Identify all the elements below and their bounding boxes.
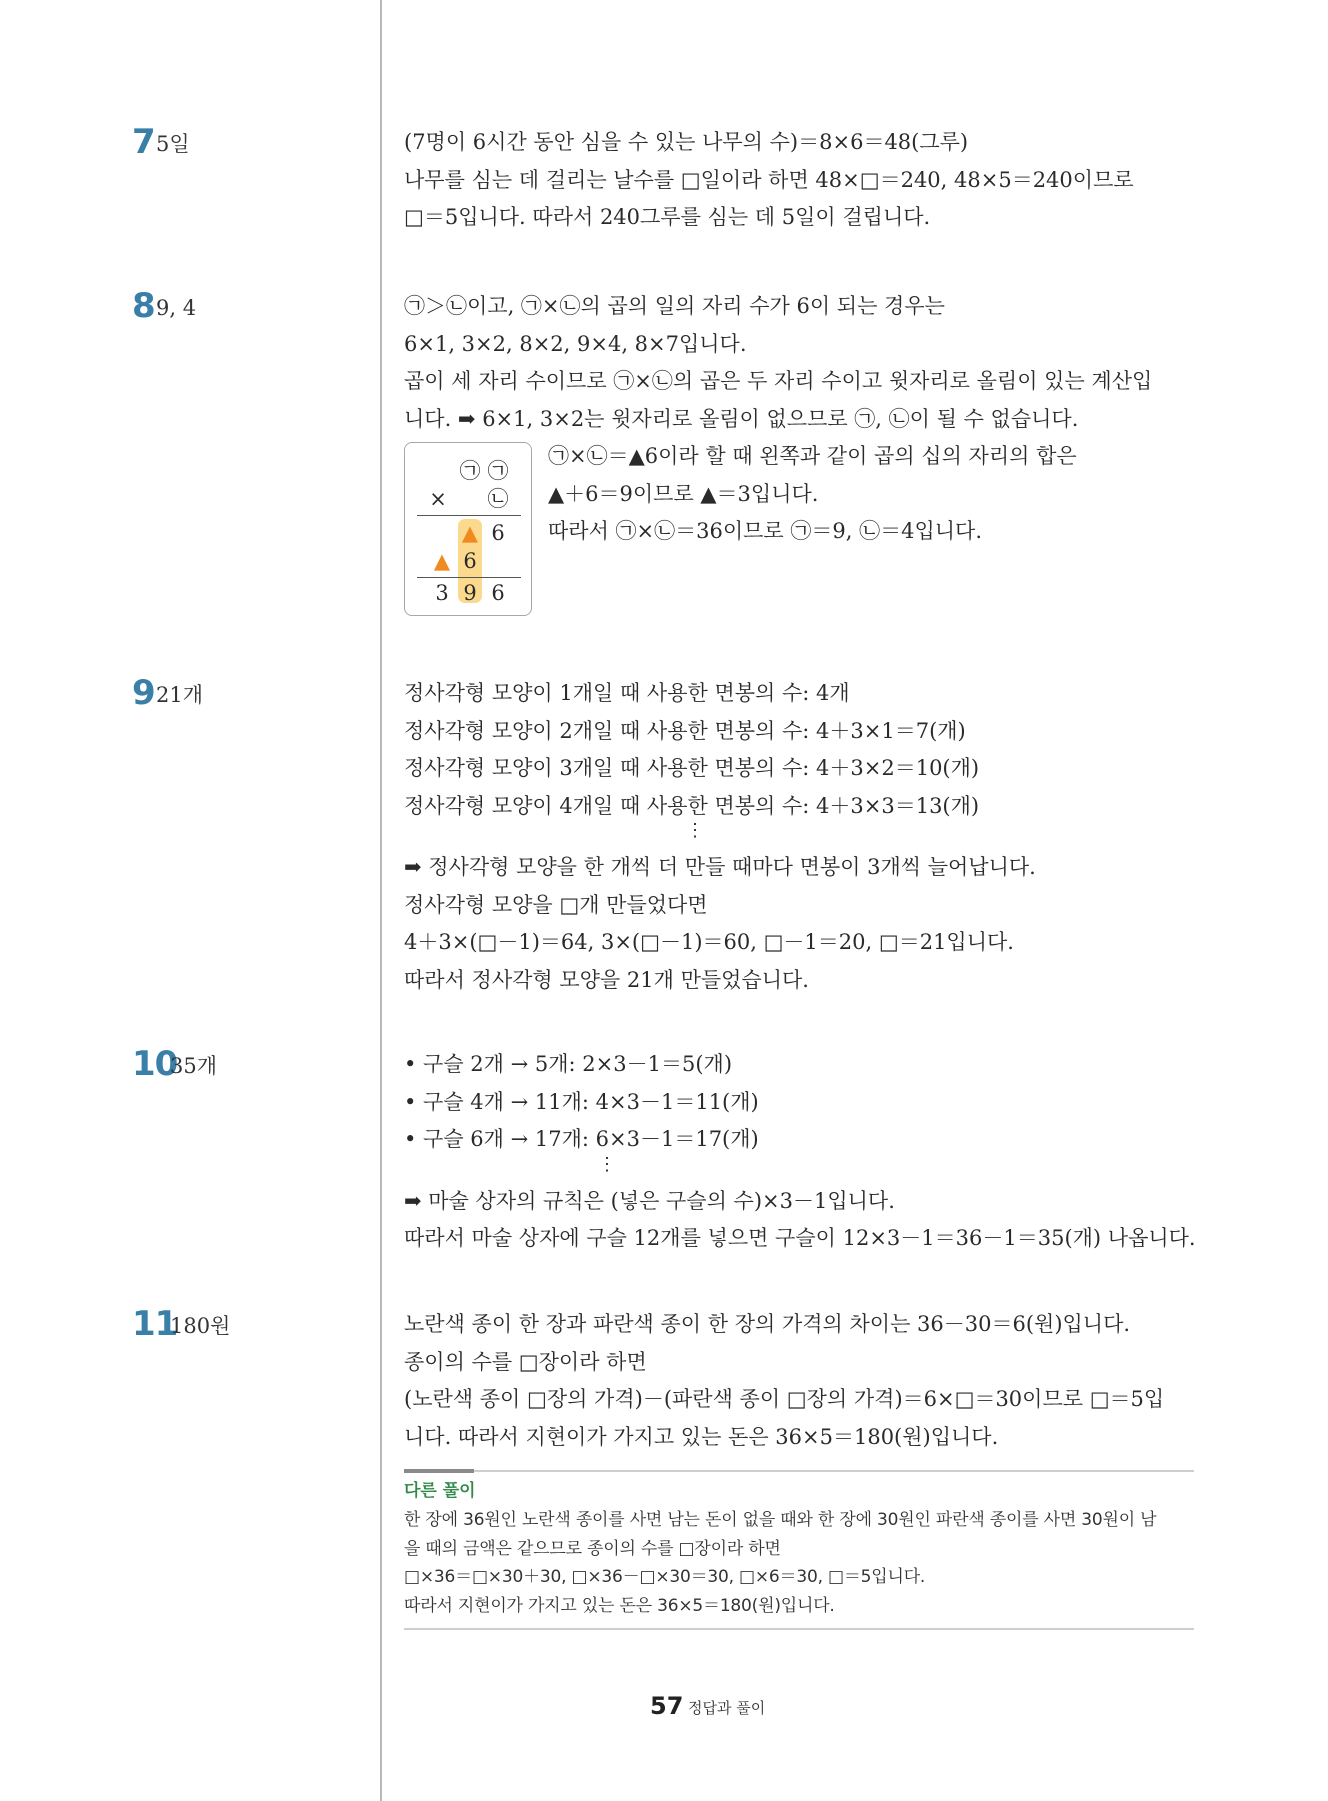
solution-line: 정사각형 모양을 □개 만들었다면 <box>404 892 708 917</box>
solution-line: 4＋3×(□－1)＝64, 3×(□－1)＝60, □－1＝20, □＝21입니다. <box>404 930 1014 954</box>
solution-line: ➡ 마술 상자의 규칙은 (넣은 구슬의 수)×3－1입니다. <box>404 1188 895 1213</box>
other-solution-line: 을 때의 금액은 같으므로 종이의 수를 □장이라 하면 <box>404 1538 781 1559</box>
solution-line: 곱이 세 자리 수이므로 ㉠×㉡의 곱은 두 자리 수이고 윗자리로 올림이 있는 계산입 <box>404 369 1153 393</box>
solution-line: • 구슬 6개 → 17개: 6×3－1＝17(개) <box>404 1127 759 1151</box>
times-sign: × <box>429 487 447 511</box>
other-solution-line: 따라서 지현이가 가지고 있는 돈은 36×5＝180(원)입니다. <box>404 1595 835 1616</box>
answer-9: 21개 <box>156 683 204 707</box>
other-solution-bottom-rule <box>404 1628 1194 1630</box>
solution-line: □＝5입니다. 따라서 240그루를 심는 데 5일이 걸립니다. <box>404 205 931 229</box>
solution-line: 정사각형 모양이 2개일 때 사용한 면봉의 수: 4＋3×1＝7(개) <box>404 718 966 743</box>
solution-line: ㉠＞㉡이고, ㉠×㉡의 곱의 일의 자리 수가 6이 되는 경우는 <box>404 294 945 318</box>
ellipsis: ⋮ <box>598 1153 616 1175</box>
solution-line: 따라서 마술 상자에 구슬 12개를 넣으면 구슬이 12×3－1＝36－1＝35(개) 나옵니다. <box>404 1226 1196 1250</box>
solution-line: 나무를 심는 데 걸리는 날수를 □일이라 하면 48×□＝240, 48×5＝240이므로 <box>404 167 1134 192</box>
problem-number-7: 7 <box>132 122 155 162</box>
rule-line <box>417 515 521 516</box>
solution-7 <box>404 124 1198 237</box>
solution-line: ➡ 정사각형 모양을 한 개씩 더 만들 때마다 면봉이 3개씩 늘어납니다. <box>404 855 1036 879</box>
solution-10 <box>404 1046 1198 1258</box>
other-solution-box <box>404 1470 1194 1630</box>
solution-line: • 구슬 2개 → 5개: 2×3－1＝5(개) <box>404 1052 733 1076</box>
other-solution-top-rule <box>404 1470 1194 1472</box>
problem-number-11: 11 <box>132 1304 178 1344</box>
solution-line: ▲＋6＝9이므로 ▲＝3입니다. <box>548 481 819 506</box>
ellipsis: ⋮ <box>686 820 704 841</box>
digit-top-tens: ㉠ <box>459 459 481 483</box>
solution-line: • 구슬 4개 → 11개: 4×3－1＝11(개) <box>404 1089 759 1114</box>
problem-number-8: 8 <box>132 286 155 326</box>
digit-partial1: 6 <box>491 521 505 545</box>
solution-line: 노란색 종이 한 장과 파란색 종이 한 장의 가격의 차이는 36－30＝6(원)입니다. <box>404 1312 1131 1336</box>
page-number: 57 <box>650 1692 684 1720</box>
solution-line: 따라서 정사각형 모양을 21개 만들었습니다. <box>404 967 809 992</box>
solution-8 <box>404 288 1198 438</box>
digit-result-ones: 6 <box>491 581 505 605</box>
solution-line: 니다. ➡ 6×1, 3×2는 윗자리로 올림이 없으므로 ㉠, ㉡이 될 수 없습니다. <box>404 406 1079 431</box>
solution-line: 정사각형 모양이 4개일 때 사용한 면봉의 수: 4＋3×3＝13(개) <box>404 793 980 818</box>
answer-10: 35개 <box>170 1054 218 1078</box>
solution-11 <box>404 1306 1198 1456</box>
multiplication-diagram <box>404 442 532 616</box>
other-solution-title: 다른 풀이 <box>404 1481 476 1501</box>
problem-number-9: 9 <box>132 673 155 713</box>
problem-number-10: 10 <box>132 1044 178 1084</box>
solution-line: 6×1, 3×2, 8×2, 9×4, 8×7입니다. <box>404 331 747 356</box>
triangle-icon: ▲ <box>461 521 479 545</box>
other-solution-line: 한 장에 36원인 노란색 종이를 사면 남는 돈이 없을 때와 한 장에 30원인 파란색 종이를 사면 30원이 남 <box>404 1510 1157 1530</box>
digit-result-hundreds: 3 <box>435 581 449 605</box>
solution-line: 종이의 수를 □장이라 하면 <box>404 1349 647 1374</box>
solution-line: 니다. 따라서 지현이가 가지고 있는 돈은 36×5＝180(원)입니다. <box>404 1424 999 1449</box>
answer-11: 180원 <box>170 1314 231 1338</box>
answer-8: 9, 4 <box>156 296 197 320</box>
solution-line: 따라서 ㉠×㉡＝36이므로 ㉠＝9, ㉡＝4입니다. <box>548 519 982 543</box>
rule-line <box>417 577 521 578</box>
digit-bottom: ㉡ <box>487 487 509 511</box>
column-divider <box>380 0 382 1801</box>
solution-8-side <box>548 438 1198 551</box>
triangle-icon: ▲ <box>433 549 451 573</box>
answer-7: 5일 <box>156 132 190 156</box>
solution-line: 정사각형 모양이 3개일 때 사용한 면봉의 수: 4＋3×2＝10(개) <box>404 756 980 780</box>
other-solution-line: □×36＝□×30＋30, □×36－□×30＝30, □×6＝30, □＝5입니다. <box>404 1567 926 1587</box>
digit-top-ones: ㉠ <box>487 459 509 483</box>
solution-line: (7명이 6시간 동안 심을 수 있는 나무의 수)＝8×6＝48(그루) <box>404 130 969 154</box>
digit-result-tens: 9 <box>463 581 477 605</box>
solution-line: (노란색 종이 □장의 가격)－(파란색 종이 □장의 가격)＝6×□＝30이므로 □＝5입 <box>404 1387 1165 1411</box>
solution-line: 정사각형 모양이 1개일 때 사용한 면봉의 수: 4개 <box>404 681 850 705</box>
solution-line: ㉠×㉡＝▲6이라 할 때 왼쪽과 같이 곱의 십의 자리의 합은 <box>548 444 1077 468</box>
digit-partial2: 6 <box>463 549 477 573</box>
solution-9 <box>404 675 1198 999</box>
page-label: 정답과 풀이 <box>688 1699 766 1717</box>
